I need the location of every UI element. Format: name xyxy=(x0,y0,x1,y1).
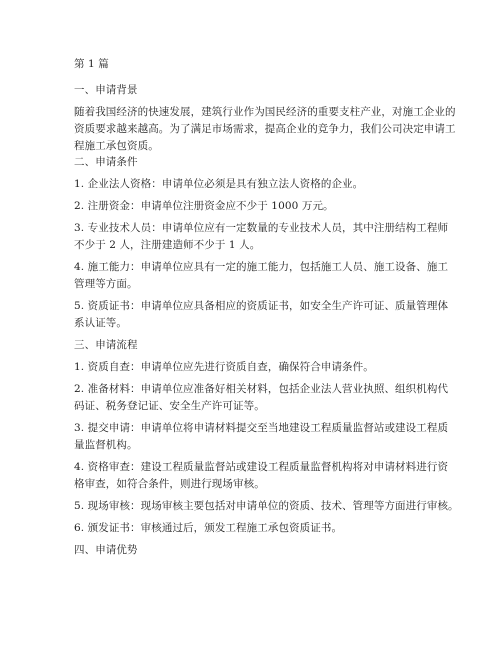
list-item: 3. 专业技术人员：申请单位应有一定数量的专业技术人员，其中注册结构工程师 xyxy=(74,222,449,234)
paragraph-line: 随着我国经济的快速发展，建筑行业作为国民经济的重要支柱产业，对施工企业的 xyxy=(74,106,456,118)
list-item: 6. 颁发证书：审核通过后，颁发工程施工承包资质证书。 xyxy=(74,522,343,534)
list-item-continuation: 格审查，如符合条件，则进行现场审核。 xyxy=(74,478,265,490)
list-item: 2. 注册资金：申请单位注册资金应不少于 1000 万元。 xyxy=(74,200,334,212)
list-item: 5. 资质证书：申请单位应具备相应的资质证书，如安全生产许可证、质量管理体 xyxy=(74,300,449,312)
section-heading-advantages: 四、申请优势 xyxy=(74,544,138,556)
list-item-continuation: 系认证等。 xyxy=(74,317,127,329)
section-heading-process: 三、申请流程 xyxy=(74,339,138,351)
list-item-continuation: 量监督机构。 xyxy=(74,439,138,451)
section-heading-conditions: 二、申请条件 xyxy=(74,156,138,168)
list-item: 1. 资质自查：申请单位应先进行资质自查，确保符合申请条件。 xyxy=(74,361,374,373)
list-item: 3. 提交申请：申请单位将申请材料提交至当地建设工程质量监督站或建设工程质 xyxy=(74,422,449,434)
list-item: 4. 施工能力：申请单位应具有一定的施工能力，包括施工人员、施工设备、施工 xyxy=(74,261,449,273)
section-heading-background: 一、申请背景 xyxy=(74,84,138,96)
list-item-continuation: 码证、税务登记证、安全生产许可证等。 xyxy=(74,400,265,412)
list-item: 2. 准备材料：申请单位应准备好相关材料，包括企业法人营业执照、组织机构代 xyxy=(74,383,449,395)
list-item-continuation: 管理等方面。 xyxy=(74,278,138,290)
list-item: 5. 现场审核：现场审核主要包括对申请单位的资质、技术、管理等方面进行审核。 xyxy=(74,500,459,512)
paragraph-line: 资质要求越来越高。为了满足市场需求，提高企业的竞争力，我们公司决定申请工 xyxy=(74,123,456,135)
paragraph-line: 程施工承包资质。 xyxy=(74,140,159,152)
list-item: 4. 资格审查：建设工程质量监督站或建设工程质量监督机构将对申请材料进行资 xyxy=(74,461,449,473)
list-item-continuation: 不少于 2 人，注册建造师不少于 1 人。 xyxy=(74,239,261,251)
chapter-label: 第 1 篇 xyxy=(74,58,109,70)
list-item: 1. 企业法人资格：申请单位必须是具有独立法人资格的企业。 xyxy=(74,178,364,190)
